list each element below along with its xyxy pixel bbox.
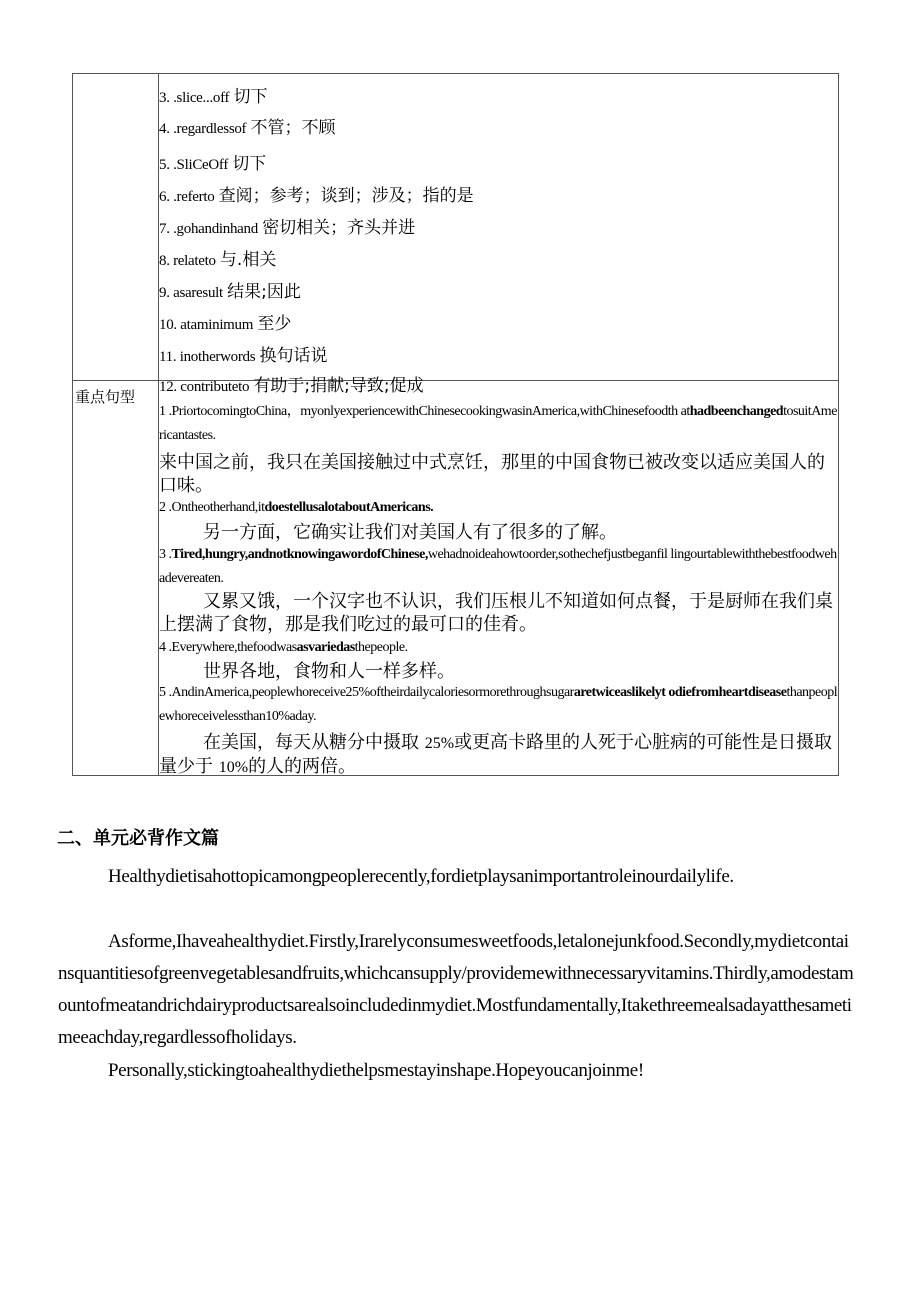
sentence-en: 2 .Ontheotherhand,itdoestellusalotaboutAmericans. <box>159 500 434 515</box>
sentence-zh: 世界各地，食物和人一样多样。 <box>203 661 455 682</box>
sentence-en: 3 .Tired,hungry,andnotknowingawordofChinese,wehadnoideahowtoorder,sothechefjustbeganfil lingourtablewiththebestfoodwehadevereaten. <box>159 547 837 586</box>
essay-paragraph: Healthydietisahottopicamongpeoplerecently,fordietplaysanimportantroleinourdailylife. <box>108 866 734 887</box>
phrase-item: 9. asaresult 结果;因此 <box>159 282 301 302</box>
phrase-item: 11. inotherwords 换句话说 <box>159 346 328 366</box>
sentence-zh: 在美国，每天从糖分中摄取 25%或更高卡路里的人死于心脏病的可能性是日摄取量少于 10%的人的两倍。 <box>159 732 833 777</box>
phrase-item: 6. .referto 查阅；参考；谈到；涉及；指的是 <box>159 186 474 206</box>
essay-paragraph: Asforme,Ihaveahealthydiet.Firstly,Irarelyconsumesweetfoods,letalonejunkfood.Secondly,mydietcontainsquantitiesofgreenvegetablesandfruits,whichcansupply/providemewithnecessaryvitamins.Thirdly,amodestamountofmeatandrichdairyproductsarealsoincludedinmydiet.Mostfundamentally,Itakethreemealsadayatthesametimeeachday,regardlessofholidays. <box>58 931 854 1048</box>
phrase-item: 8. relateto 与.相关 <box>159 250 277 270</box>
phrase-item: 5. .SliCeOff 切下 <box>159 154 267 174</box>
phrase-sentence-table <box>72 73 839 776</box>
key-sentences-cell <box>159 381 838 775</box>
phrase-item-clipped: 12. contributeto 有助于;捐献;导致;促成 <box>159 376 424 396</box>
phrase-item: 7. .gohandinhand 密切相关；齐头并进 <box>159 218 416 238</box>
phrase-list-cell <box>159 74 838 396</box>
sentence-zh: 来中国之前，我只在美国接触过中式烹饪，那里的中国食物已被改变以适应美国人的口味。 <box>159 452 825 496</box>
sentence-zh: 另一方面，它确实让我们对美国人有了很多的了解。 <box>203 522 617 543</box>
essay-paragraph: Personally,stickingtoahealthydiethelpsmestayinshape.Hopeyoucanjoinme! <box>108 1060 644 1081</box>
phrase-item: 10. ataminimum 至少 <box>159 314 292 334</box>
phrase-item: 3. .slice...off 切下 <box>159 87 268 107</box>
sentence-en: 5 .AndinAmerica,peoplewhoreceive25%oftheirdailycaloriesormorethroughsugararetwiceaslikelyt odiefromheartdiseasethanpeoplewhoreceivelessthan10%aday. <box>159 685 838 724</box>
sentence-en: 1 .PriortocomingtoChina，myonlyexperiencewithChinesecookingwasinAmerica,withChinesefoodth athadbeenchangedtosuitAmericantastes. <box>159 404 837 443</box>
section-label: 重点句型 <box>75 388 136 406</box>
phrase-item: 4. .regardlessof 不管；不顾 <box>159 118 336 138</box>
sentence-zh: 又累又饿，一个汉字也不认识，我们压根儿不知道如何点餐，于是厨师在我们桌上摆满了食物，那是我们吃过的最可口的佳肴。 <box>159 591 833 635</box>
sentence-en: 4 .Everywhere,thefoodwasasvariedasthepeople. <box>159 640 408 655</box>
section-title: 二、单元必背作文篇 <box>57 828 219 849</box>
